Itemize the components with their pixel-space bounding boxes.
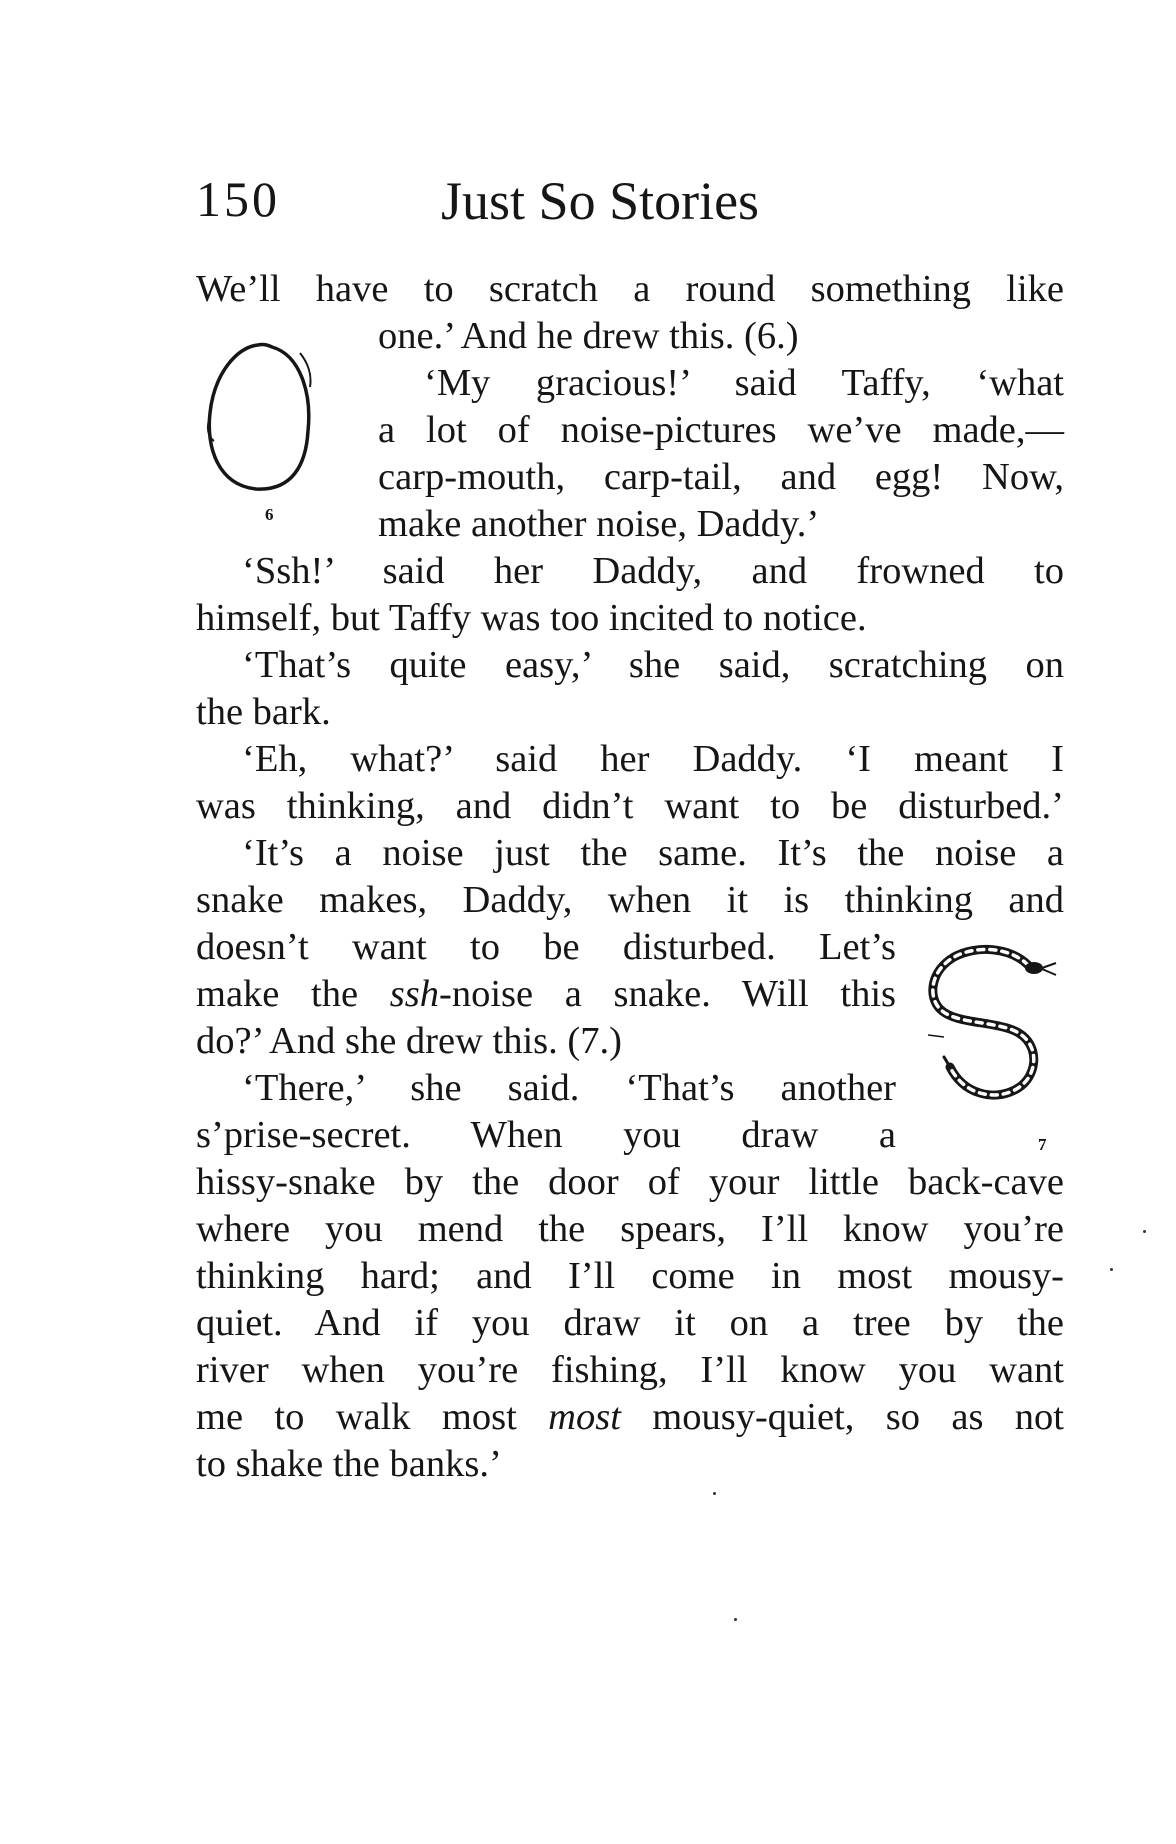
text-line: himself, but Taffy was too incited to notice. (196, 597, 867, 639)
text-run: -noise a snake. Will this (439, 973, 896, 1015)
text-line: ‘My gracious!’ said Taffy, ‘what (424, 362, 1064, 404)
ink-speck (713, 1492, 716, 1495)
text-run: me to walk most (196, 1396, 549, 1438)
text-line: quiet. And if you draw it on a tree by the (196, 1302, 1064, 1344)
text-line: carp-mouth, carp-tail, and egg! Now, (378, 456, 1064, 498)
ink-speck (1110, 1268, 1113, 1271)
page-number: 150 (196, 171, 280, 227)
text-line: where you mend the spears, I’ll know you’re (196, 1208, 1064, 1250)
text-line: to shake the banks.’ (196, 1443, 502, 1485)
italic-text: ssh (389, 973, 439, 1015)
text-run: mousy-quiet, so as not (620, 1396, 1064, 1438)
text-line: one.’ And he drew this. (6.) (378, 315, 799, 357)
text-line (196, 1394, 1064, 1441)
egg-drawing-illustration (196, 335, 326, 495)
text-line: make another noise, Daddy.’ (378, 503, 820, 545)
text-line: do?’ And she drew this. (7.) (196, 1020, 622, 1062)
text-line: doesn’t want to be disturbed. Let’s (196, 926, 896, 968)
ink-speck (1143, 1230, 1146, 1233)
text-line: thinking hard; and I’ll come in most mousy- (196, 1255, 1064, 1297)
text-line: river when you’re fishing, I’ll know you want (196, 1349, 1064, 1391)
text-line: ‘Ssh!’ said her Daddy, and frowned to (242, 550, 1064, 592)
text-line: We’ll have to scratch a round something like (196, 268, 1064, 310)
text-line: ‘It’s a noise just the same. It’s the noise a (242, 832, 1064, 874)
ink-speck (734, 1618, 737, 1621)
text-line: ‘There,’ she said. ‘That’s another (242, 1067, 896, 1109)
text-line: hissy-snake by the door of your little back-cave (196, 1161, 1064, 1203)
text-line: snake makes, Daddy, when it is thinking and (196, 879, 1064, 921)
figure-number: 6 (265, 505, 274, 524)
text-line: ‘That’s quite easy,’ she said, scratching on (242, 644, 1064, 686)
figure-number: 7 (1038, 1135, 1047, 1154)
running-title: Just So Stories (441, 171, 760, 231)
text-run: make the (196, 973, 390, 1015)
text-line: was thinking, and didn’t want to be disturbed.’ (196, 785, 1064, 827)
text-line: ‘Eh, what?’ said her Daddy. ‘I meant I (242, 738, 1064, 780)
text-line: s’prise-secret. When you draw a (196, 1114, 896, 1156)
text-line: the bark. (196, 691, 331, 733)
text-line: a lot of noise-pictures we’ve made,— (378, 409, 1064, 451)
text-line (196, 971, 896, 1018)
italic-text: most (548, 1396, 621, 1438)
running-header (196, 170, 1064, 240)
snake-drawing-illustration (910, 935, 1060, 1110)
